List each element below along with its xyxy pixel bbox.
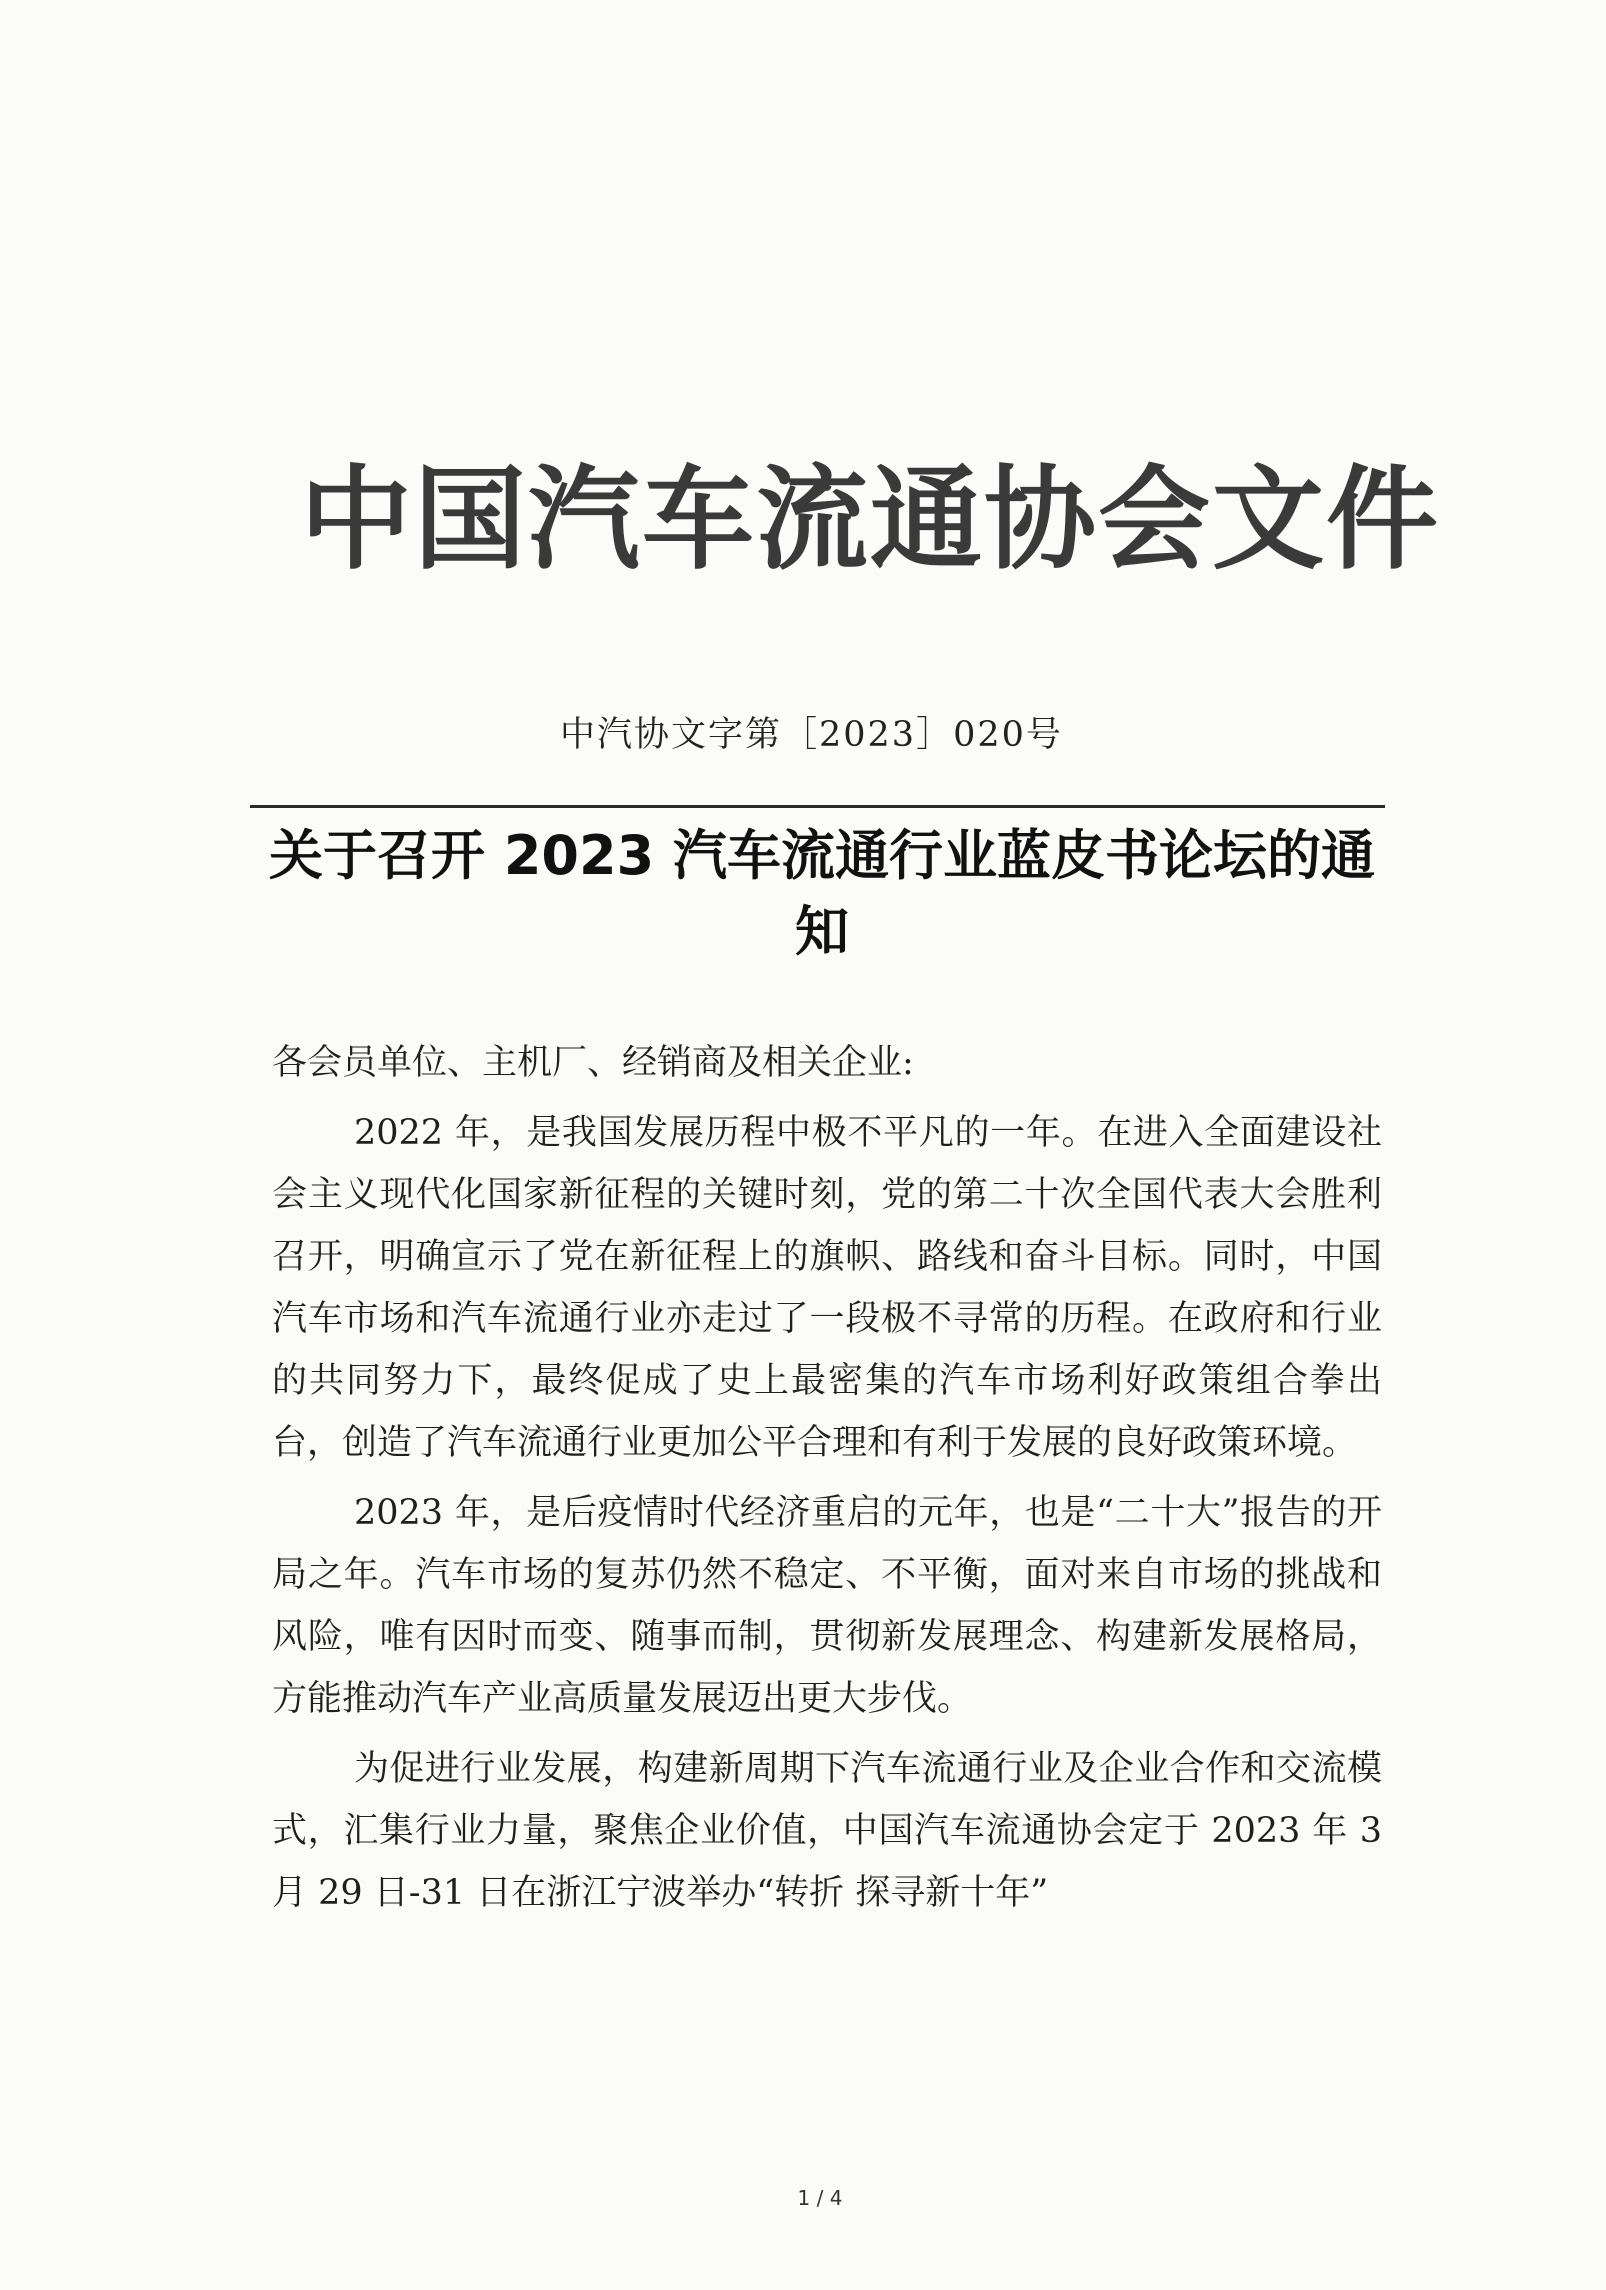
header-divider: [250, 805, 1385, 808]
paragraph-1: 2022 年，是我国发展历程中极不平凡的一年。在进入全面建设社会主义现代化国家新征程的关键时刻，党的第二十次全国代表大会胜利召开，明确宣示了党在新征程上的旗帜、路线和奋斗目标。同时，中国汽车市场和汽车流通行业亦走过了一段极不寻常的历程。在政府和行业的共同努力下，最终促成了史上最密集的汽车市场利好政策组合拳出台，创造了汽车流通行业更加公平合理和有利于发展的良好政策环境。: [272, 1113, 1382, 1463]
masthead-title: 中国汽车流通协会文件: [300, 455, 1440, 585]
paragraph-2: 2023 年，是后疫情时代经济重启的元年，也是“二十大”报告的开局之年。汽车市场的复苏仍然不稳定、不平衡，面对来自市场的挑战和风险，唯有因时而变、随事而制，贯彻新发展理念、构建新发展格局，方能推动汽车产业高质量发展迈出更大步伐。: [272, 1493, 1382, 1719]
paragraph-3: 为促进行业发展，构建新周期下汽车流通行业及企业合作和交流模式，汇集行业力量，聚焦企业价值，中国汽车流通协会定于 2023 年 3 月 29 日-31 日在浙江宁波举办“转折 探寻新十年”: [272, 1749, 1382, 1913]
document-number: 中汽协文字第［2023］020号: [560, 715, 1063, 755]
notice-title: 关于召开 2023 汽车流通行业蓝皮书论坛的通知: [269, 824, 1375, 963]
notice-body: [272, 1032, 1382, 1924]
salutation: 各会员单位、主机厂、经销商及相关企业:: [272, 1043, 914, 1083]
page-number: 1 / 4: [797, 2186, 843, 2210]
